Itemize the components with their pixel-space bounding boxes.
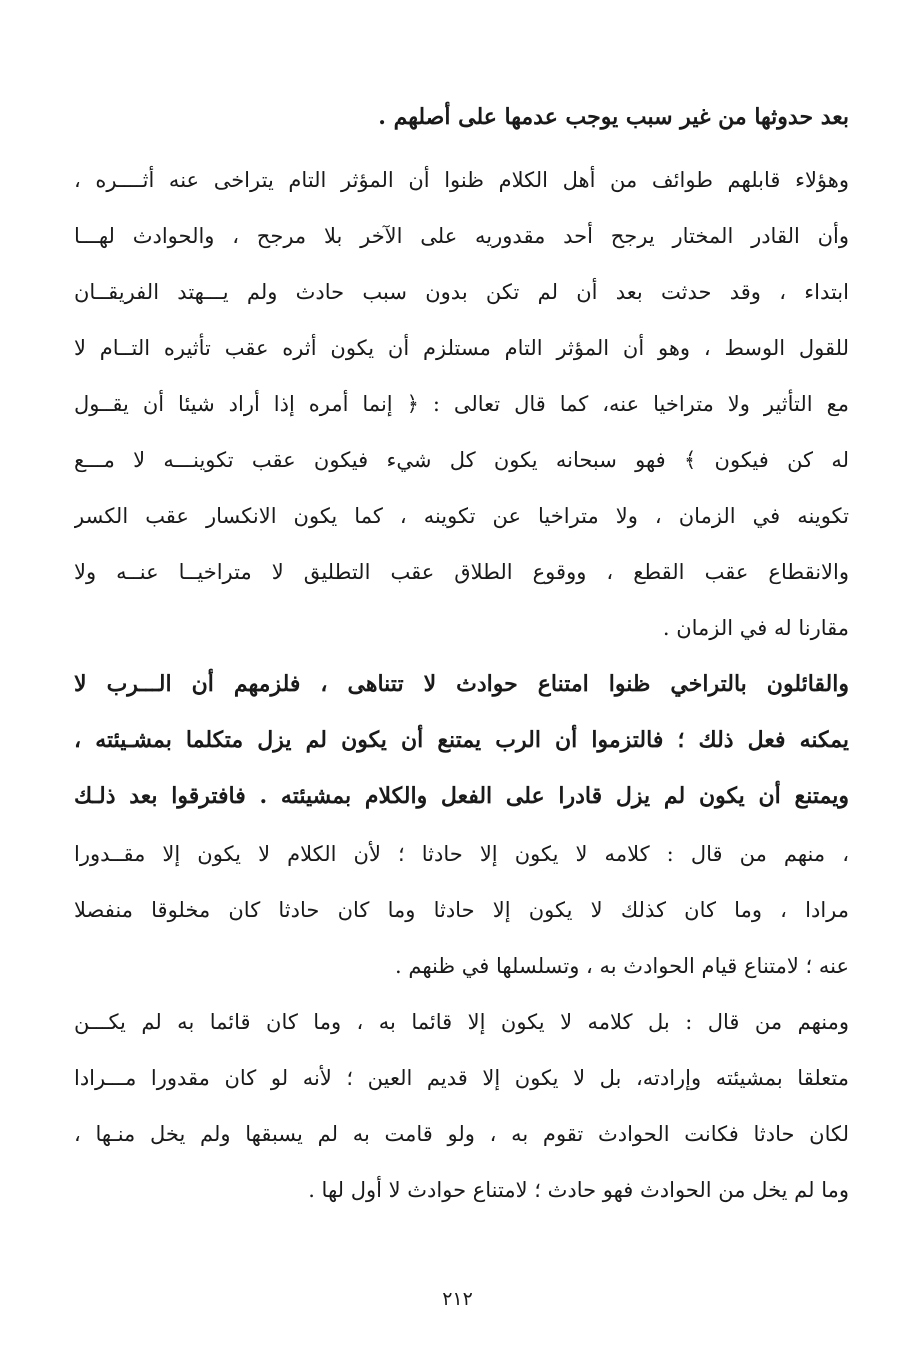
text-line: مرادا ، وما كان كذلك لا يكون إلا حادثا وما كان حادثا كان مخلوقا منفصلا xyxy=(74,898,849,922)
text-line: مع التأثير ولا متراخيا عنه، كما قال تعالى : ﴿ إنما أمره إذا أراد شيئا أن يقــول xyxy=(74,392,849,416)
text-line: والقائلون بالتراخي ظنوا امتناع حوادث لا تتناهى ، فلزمهم أن الـــرب لا xyxy=(74,671,849,697)
text-line: وأن القادر المختار يرجح أحد مقدوريه على الآخر بلا مرجح ، والحوادث لهـــا xyxy=(74,224,849,248)
text-line: تكوينه في الزمان ، ولا متراخيا عن تكوينه ، كما يكون الانكسار عقب الكسر xyxy=(74,504,849,528)
text-line: وهؤلاء قابلهم طوائف من أهل الكلام ظنوا أن المؤثر التام يتراخى عنه أثــــره ، xyxy=(74,168,849,192)
text-line: للقول الوسط ، وهو أن المؤثر التام مستلزم أن يكون أثره عقب تأثيره التــام لا xyxy=(74,336,849,360)
text-line: ويمتنع أن يكون لم يزل قادرا على الفعل والكلام بمشيئته . فافترقوا بعد ذلـك xyxy=(74,783,849,809)
text-line: والانقطاع عقب القطع ، ووقوع الطلاق عقب التطليق لا متراخيــا عنــه ولا xyxy=(74,560,849,584)
text-line: له كن فيكون ﴾ فهو سبحانه يكون كل شيء فيكون عقب تكوينـــه لا مـــع xyxy=(74,448,849,472)
page-number: ٢١٢ xyxy=(442,1288,473,1310)
text-line: متعلقا بمشيئته وإرادته، بل لا يكون إلا قديم العين ؛ لأنه لو كان مقدورا مـــرادا xyxy=(74,1066,849,1090)
text-line: بعد حدوثها من غير سبب يوجب عدمها على أصلهم . xyxy=(378,104,849,130)
text-line: عنه ؛ لامتناع قيام الحوادث به ، وتسلسلها في ظنهم . xyxy=(395,954,849,978)
text-line: وما لم يخل من الحوادث فهو حادث ؛ لامتناع حوادث لا أول لها . xyxy=(308,1178,849,1202)
text-line: ومنهم من قال : بل كلامه لا يكون إلا قائما به ، وما كان قائما به لم يكـــن xyxy=(74,1010,849,1034)
text-line: ابتداء ، وقد حدثت بعد أن لم تكن بدون سبب حادث ولم يـــهتد الفريقــان xyxy=(74,280,849,304)
text-line: لكان حادثا فكانت الحوادث تقوم به ، ولو قامت به لم يسبقها ولم يخل منـها ، xyxy=(74,1122,849,1146)
text-line: يمكنه فعل ذلك ؛ فالتزموا أن الرب يمتنع أن يكون لم يزل متكلما بمشـيئته ، xyxy=(74,727,849,753)
text-line: ، منهم من قال : كلامه لا يكون إلا حادثا ؛ لأن الكلام لا يكون إلا مقــدورا xyxy=(74,842,849,866)
text-line: مقارنا له في الزمان . xyxy=(662,616,849,640)
page-body xyxy=(74,92,849,1272)
